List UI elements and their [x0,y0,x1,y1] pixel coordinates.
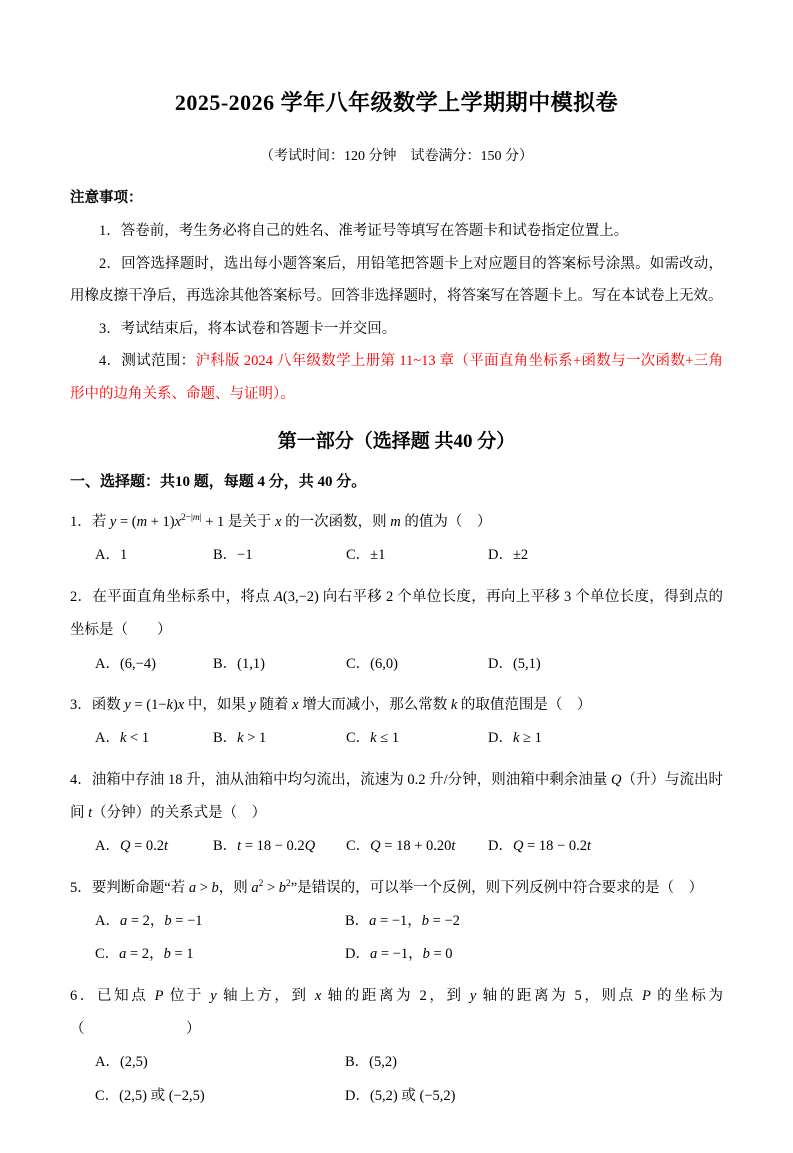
question-list [70,506,723,1113]
question-stem: 5．要判断命题“若 a > b，则 $a^2 > b^2$”是错误的，可以举一个反例，则下列反例中符合要求的是（ ） [70,878,704,896]
option: A．(2,5) [95,1054,148,1071]
question-stem: 2．在平面直角坐标系中，将点 A(3,−2) 向右平移 2 个单位长度，再向上平移 3 个单位长度，得到点的坐标是（ ） [70,588,723,639]
option: C．±1 [346,547,386,564]
option: A．1 [95,547,128,564]
option-row [70,648,723,681]
notice-item-4-prefix: 4．测试范围： [99,353,196,370]
question [70,872,723,972]
option-row [70,905,723,938]
question-stem: 6．已知点 P 位于 y 轴上方，到 x 轴的距离为 2，到 y 轴的距离为 5，则点 P 的坐标为（ ） [70,987,724,1037]
option: B．−1 [213,547,253,564]
option: D．k ≥ 1 [488,730,542,747]
option: B．(5,2) [345,1054,397,1071]
question [70,764,723,864]
question [70,581,723,681]
option: D．(5,1) [488,655,541,672]
option: C．k ≤ 1 [346,730,400,747]
notice-item-2: 2．回答选择题时，选出每小题答案后，用铅笔把答题卡上对应题目的答案标号涂黑。如需改动，用橡皮擦干净后，再选涂其他答案标号。回答非选择题时，将答案写在答题卡上。写在本试卷上无效。 [70,255,723,305]
option: D．±2 [488,547,529,564]
part-heading: 一、选择题：共10 题，每题 4 分，共 40 分。 [70,473,367,490]
option: A．k < 1 [95,730,150,747]
question-stem: 3．函数 y = (1−k)x 中，如果 y 随着 x 增大而减小，那么常数 k 的取值范围是（ ） [70,696,592,713]
question [70,980,723,1113]
option: B．(1,1) [213,655,265,672]
question [70,689,723,756]
option: C．a = 2，b = 1 [95,946,194,963]
option-row [70,722,723,755]
option: D．(5,2) 或 (−5,2) [345,1087,456,1104]
section-title: 第一部分（选择题 共40 分） [277,430,516,452]
option: A．Q = 0.2t [95,838,169,855]
notice-header: 注意事项： [70,190,143,206]
option-row [70,938,723,971]
option: B．a = −1，b = −2 [345,912,460,929]
option: C．(6,0) [346,655,398,672]
page-title: 2025-2026 学年八年级数学上学期期中模拟卷 [174,90,619,115]
question-stem: 4．油箱中存油 18 升，油从油箱中均匀流出，流速为 0.2 升/分钟，则油箱中剩余油量 Q（升）与流出时间 t（分钟）的关系式是（ ） [70,771,724,821]
notice-item-3: 3．考试结束后，将本试卷和答题卡一并交回。 [99,320,397,337]
option-row [70,539,723,572]
option: D．Q = 18 − 0.2t [488,838,591,855]
option: B．t = 18 − 0.2Q [213,838,316,855]
option-row [70,1080,723,1113]
exam-subtitle: （考试时间：120 分钟 试卷满分：150 分） [260,149,533,164]
option: C．(2,5) 或 (−2,5) [95,1087,205,1104]
option: D．a = −1，b = 0 [345,946,453,963]
option-row [70,830,723,863]
question-stem: 1．若 $y = (m + 1)x^{2-|m|} + 1$ 是关于 x 的一次函数，则 m 的值为（ ） [70,513,492,531]
notice-item-1: 1．答卷前，考生务必将自己的姓名、准考证号等填写在答题卡和试卷指定位置上。 [99,222,629,239]
option: C．Q = 18 + 0.20t [346,838,456,855]
notice-item-4-scope: 沪科版 2024 八年级数学上册第 11~13 章（平面直角坐标系+函数与一次函数+三角形中的边角关系、命题、与证明）。 [70,353,723,403]
option: A．(6,−4) [95,655,156,672]
notice-item-4 [70,345,723,410]
question [70,506,723,573]
option: B．k > 1 [213,730,267,747]
option-row [70,1046,723,1079]
option: A．a = 2，b = −1 [95,912,203,929]
